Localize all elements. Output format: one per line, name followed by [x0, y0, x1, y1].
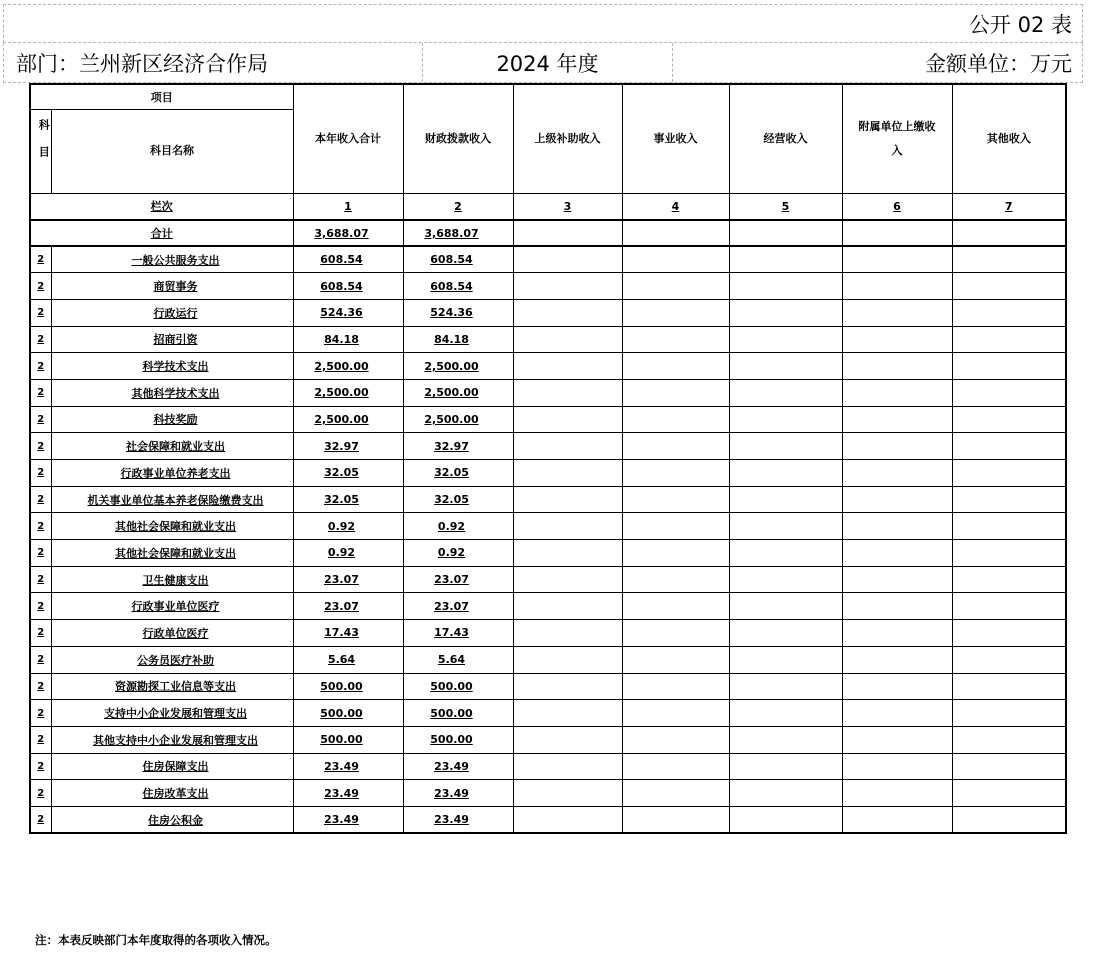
subject-name-cell: 科技奖励: [51, 406, 293, 433]
subject-code-cell: 2: [30, 460, 51, 487]
column-header-operating-income: 事业收入: [622, 84, 729, 193]
header-row-project: [30, 84, 1066, 109]
subject-code-cell: 2: [30, 620, 51, 647]
value-cell: [842, 299, 952, 326]
lanci-label-cell: 栏次: [30, 193, 293, 220]
value-cell: [842, 593, 952, 620]
value-cell: 32.05: [403, 460, 513, 487]
table-row: [30, 326, 1066, 353]
value-cell: 23.07: [403, 593, 513, 620]
value-cell: [729, 486, 842, 513]
subject-code-cell: 2: [30, 353, 51, 380]
value-cell: [622, 406, 729, 433]
subject-name-cell: 公务员医疗补助: [51, 646, 293, 673]
value-cell: [729, 433, 842, 460]
lanci-cell: 4: [622, 193, 729, 220]
value-cell: [952, 620, 1066, 647]
value-cell: [513, 246, 622, 273]
value-cell: [622, 540, 729, 567]
value-cell: 2,500.00: [293, 353, 403, 380]
value-cell: 32.05: [293, 460, 403, 487]
subject-code-cell: 2: [30, 273, 51, 300]
value-cell: [952, 353, 1066, 380]
column-header-other-income: 其他收入: [952, 84, 1066, 193]
value-cell: [842, 673, 952, 700]
subject-name-cell: 卫生健康支出: [51, 566, 293, 593]
subject-code-cell: 2: [30, 326, 51, 353]
lanci-cell: 2: [403, 193, 513, 220]
value-cell: [729, 299, 842, 326]
value-cell: [952, 513, 1066, 540]
value-cell: 0.92: [293, 513, 403, 540]
lanci-cell: 5: [729, 193, 842, 220]
value-cell: [622, 246, 729, 273]
value-cell: [952, 486, 1066, 513]
total-value-cell: [729, 220, 842, 246]
value-cell: [622, 726, 729, 753]
table-row: [30, 673, 1066, 700]
table-row: [30, 433, 1066, 460]
value-cell: [952, 246, 1066, 273]
value-cell: [952, 566, 1066, 593]
subject-name-cell: 社会保障和就业支出: [51, 433, 293, 460]
lanci-cell: 1: [293, 193, 403, 220]
subject-name-cell: 行政运行: [51, 299, 293, 326]
column-header-fiscal-appropriation: 财政拨款收入: [403, 84, 513, 193]
value-cell: [842, 540, 952, 567]
table-row: [30, 406, 1066, 433]
value-cell: [842, 379, 952, 406]
value-cell: [842, 780, 952, 807]
value-cell: [622, 593, 729, 620]
value-cell: [513, 753, 622, 780]
table-row: [30, 593, 1066, 620]
value-cell: [842, 353, 952, 380]
value-cell: [952, 646, 1066, 673]
subject-name-cell: 住房公积金: [51, 806, 293, 833]
subject-code-cell: 2: [30, 246, 51, 273]
value-cell: [729, 379, 842, 406]
value-cell: [729, 726, 842, 753]
value-cell: [622, 673, 729, 700]
value-cell: 23.49: [403, 753, 513, 780]
value-cell: 500.00: [403, 673, 513, 700]
total-value-cell: 3,688.07: [403, 220, 513, 246]
value-cell: [513, 620, 622, 647]
unit-label: 金额单位：万元: [925, 51, 1072, 76]
subject-name-cell: 商贸事务: [51, 273, 293, 300]
value-cell: [622, 646, 729, 673]
value-cell: [622, 566, 729, 593]
value-cell: 608.54: [403, 273, 513, 300]
subject-code-cell: 2: [30, 513, 51, 540]
value-cell: [513, 700, 622, 727]
value-cell: 17.43: [293, 620, 403, 647]
note-text: 注：本表反映部门本年度取得的各项收入情况。: [35, 933, 277, 947]
table-row: [30, 620, 1066, 647]
value-cell: [729, 780, 842, 807]
subject-code-cell: 2: [30, 486, 51, 513]
value-cell: [952, 326, 1066, 353]
value-cell: 5.64: [403, 646, 513, 673]
value-cell: [842, 806, 952, 833]
value-cell: 23.49: [293, 780, 403, 807]
subject-name-cell: 资源勘探工业信息等支出: [51, 673, 293, 700]
value-cell: 500.00: [293, 700, 403, 727]
table-row: [30, 353, 1066, 380]
table-row: [30, 246, 1066, 273]
value-cell: [842, 273, 952, 300]
value-cell: [729, 460, 842, 487]
value-cell: [729, 540, 842, 567]
value-cell: 500.00: [403, 700, 513, 727]
value-cell: [513, 540, 622, 567]
table-row: [30, 273, 1066, 300]
value-cell: [729, 353, 842, 380]
subject-code-cell: 2: [30, 433, 51, 460]
value-cell: [622, 379, 729, 406]
value-cell: [622, 353, 729, 380]
subject-name-cell: 行政事业单位医疗: [51, 593, 293, 620]
value-cell: [952, 273, 1066, 300]
value-cell: 500.00: [293, 726, 403, 753]
subject-name-cell: 住房改革支出: [51, 780, 293, 807]
value-cell: [513, 726, 622, 753]
value-cell: [952, 299, 1066, 326]
value-cell: [622, 486, 729, 513]
value-cell: [842, 726, 952, 753]
value-cell: [513, 406, 622, 433]
report-meta-band: [3, 43, 1083, 83]
lanci-cell: 6: [842, 193, 952, 220]
subject-code-cell: 2: [30, 726, 51, 753]
value-cell: [952, 460, 1066, 487]
value-cell: [622, 700, 729, 727]
subject-name-cell: 其他科学技术支出: [51, 379, 293, 406]
subject-name-cell: 其他支持中小企业发展和管理支出: [51, 726, 293, 753]
value-cell: [952, 806, 1066, 833]
subject-name-cell: 一般公共服务支出: [51, 246, 293, 273]
value-cell: 500.00: [293, 673, 403, 700]
value-cell: [513, 299, 622, 326]
value-cell: [513, 326, 622, 353]
value-cell: [513, 780, 622, 807]
value-cell: 0.92: [293, 540, 403, 567]
value-cell: [842, 700, 952, 727]
value-cell: [729, 620, 842, 647]
subject-code-cell: 2: [30, 566, 51, 593]
table-row: [30, 566, 1066, 593]
subject-name-cell: 招商引资: [51, 326, 293, 353]
value-cell: [622, 326, 729, 353]
value-cell: [622, 806, 729, 833]
table-row: [30, 646, 1066, 673]
value-cell: [729, 566, 842, 593]
value-cell: [952, 780, 1066, 807]
subject-code-cell: 2: [30, 806, 51, 833]
subject-code-cell: 2: [30, 540, 51, 567]
value-cell: 608.54: [403, 246, 513, 273]
value-cell: [842, 433, 952, 460]
value-cell: [842, 513, 952, 540]
income-table: [29, 83, 1067, 834]
table-row: [30, 460, 1066, 487]
value-cell: [622, 513, 729, 540]
total-value-cell: [513, 220, 622, 246]
value-cell: [842, 460, 952, 487]
value-cell: 23.49: [293, 806, 403, 833]
subject-code-cell: 2: [30, 700, 51, 727]
value-cell: [513, 566, 622, 593]
value-cell: [513, 646, 622, 673]
department-label: 部门：兰州新区经济合作局: [16, 51, 268, 76]
value-cell: [952, 700, 1066, 727]
subject-code-cell: 2: [30, 673, 51, 700]
value-cell: [729, 593, 842, 620]
value-cell: [513, 593, 622, 620]
value-cell: [729, 246, 842, 273]
value-cell: [513, 273, 622, 300]
value-cell: [842, 406, 952, 433]
value-cell: 32.97: [403, 433, 513, 460]
value-cell: [729, 273, 842, 300]
value-cell: 84.18: [403, 326, 513, 353]
project-header-cell: 项目: [30, 84, 293, 109]
column-number-row: [30, 193, 1066, 220]
value-cell: [729, 806, 842, 833]
value-cell: [952, 540, 1066, 567]
value-cell: 2,500.00: [293, 379, 403, 406]
table-row: [30, 299, 1066, 326]
value-cell: [513, 379, 622, 406]
subject-name-cell: 住房保障支出: [51, 753, 293, 780]
subject-name-cell: 其他社会保障和就业支出: [51, 513, 293, 540]
subject-name-cell: 行政事业单位养老支出: [51, 460, 293, 487]
value-cell: [952, 593, 1066, 620]
subject-code-cell: 2: [30, 406, 51, 433]
value-cell: [952, 379, 1066, 406]
value-cell: [513, 486, 622, 513]
value-cell: [729, 513, 842, 540]
subject-code-cell: 2: [30, 646, 51, 673]
table-row: [30, 379, 1066, 406]
value-cell: [952, 726, 1066, 753]
table-row: [30, 513, 1066, 540]
total-label-cell: 合计: [30, 220, 293, 246]
value-cell: [513, 353, 622, 380]
value-cell: 32.97: [293, 433, 403, 460]
value-cell: [729, 753, 842, 780]
table-row: [30, 806, 1066, 833]
total-value-cell: [622, 220, 729, 246]
value-cell: [622, 299, 729, 326]
value-cell: 23.49: [403, 806, 513, 833]
value-cell: 23.07: [403, 566, 513, 593]
subject-name-cell: 其他社会保障和就业支出: [51, 540, 293, 567]
value-cell: [952, 753, 1066, 780]
value-cell: 2,500.00: [403, 406, 513, 433]
value-cell: 23.49: [293, 753, 403, 780]
value-cell: [842, 646, 952, 673]
value-cell: [729, 673, 842, 700]
value-cell: [513, 806, 622, 833]
value-cell: [729, 326, 842, 353]
value-cell: [622, 460, 729, 487]
value-cell: 0.92: [403, 513, 513, 540]
value-cell: [622, 273, 729, 300]
column-header-subordinate-remittance: 附属单位上缴收入: [842, 84, 952, 193]
lanci-cell: 3: [513, 193, 622, 220]
lanci-cell: 7: [952, 193, 1066, 220]
column-header-superior-subsidy: 上级补助收入: [513, 84, 622, 193]
subject-header-cell: [30, 109, 51, 193]
value-cell: 2,500.00: [293, 406, 403, 433]
subject-code-cell: 2: [30, 593, 51, 620]
value-cell: [729, 406, 842, 433]
value-cell: [513, 673, 622, 700]
value-cell: 524.36: [403, 299, 513, 326]
subject-code-cell: 2: [30, 753, 51, 780]
value-cell: [842, 753, 952, 780]
subject-name-cell: 支持中小企业发展和管理支出: [51, 700, 293, 727]
year-label: 2024 年度: [422, 43, 673, 82]
value-cell: 23.07: [293, 566, 403, 593]
value-cell: [729, 700, 842, 727]
value-cell: [952, 673, 1066, 700]
table-row: [30, 780, 1066, 807]
value-cell: 608.54: [293, 273, 403, 300]
subject-code-cell: 2: [30, 780, 51, 807]
subject-name-header-cell: 科目名称: [51, 109, 293, 193]
value-cell: [622, 620, 729, 647]
value-cell: [622, 780, 729, 807]
value-cell: 5.64: [293, 646, 403, 673]
subject-code-cell: 2: [30, 379, 51, 406]
value-cell: [952, 406, 1066, 433]
value-cell: [622, 433, 729, 460]
value-cell: 17.43: [403, 620, 513, 647]
value-cell: [513, 433, 622, 460]
value-cell: 84.18: [293, 326, 403, 353]
value-cell: 2,500.00: [403, 379, 513, 406]
subject-name-cell: 行政单位医疗: [51, 620, 293, 647]
value-cell: [842, 326, 952, 353]
total-value-cell: [842, 220, 952, 246]
subject-code-cell: 2: [30, 299, 51, 326]
value-cell: [842, 486, 952, 513]
value-cell: [842, 566, 952, 593]
value-cell: [842, 620, 952, 647]
value-cell: [513, 460, 622, 487]
value-cell: [842, 246, 952, 273]
value-cell: 500.00: [403, 726, 513, 753]
sheet-label: 公开 02 表: [968, 12, 1072, 37]
table-row: [30, 700, 1066, 727]
column-header-business-income: 经营收入: [729, 84, 842, 193]
subject-name-cell: 机关事业单位基本养老保险缴费支出: [51, 486, 293, 513]
subject-name-cell: 科学技术支出: [51, 353, 293, 380]
value-cell: [952, 433, 1066, 460]
table-row: [30, 486, 1066, 513]
value-cell: [729, 646, 842, 673]
value-cell: 23.49: [403, 780, 513, 807]
total-row: [30, 220, 1066, 246]
table-row: [30, 726, 1066, 753]
column-header-total-income: 本年收入合计: [293, 84, 403, 193]
value-cell: 32.05: [403, 486, 513, 513]
value-cell: 524.36: [293, 299, 403, 326]
value-cell: 0.92: [403, 540, 513, 567]
value-cell: [622, 753, 729, 780]
table-row: [30, 540, 1066, 567]
value-cell: 608.54: [293, 246, 403, 273]
table-row: [30, 753, 1066, 780]
sheet-label-band: [3, 4, 1083, 43]
value-cell: 2,500.00: [403, 353, 513, 380]
total-value-cell: [952, 220, 1066, 246]
total-value-cell: 3,688.07: [293, 220, 403, 246]
subject-vertical-label: 科目: [37, 119, 51, 174]
value-cell: 32.05: [293, 486, 403, 513]
value-cell: [513, 513, 622, 540]
value-cell: 23.07: [293, 593, 403, 620]
